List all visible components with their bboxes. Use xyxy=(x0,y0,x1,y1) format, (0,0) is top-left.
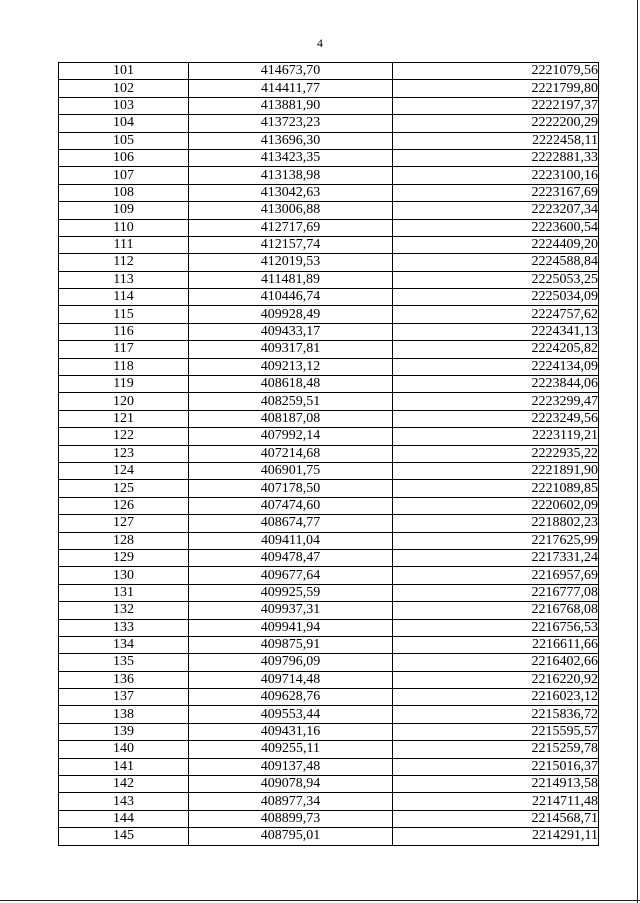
point-number-cell: 133 xyxy=(59,619,189,636)
y-coordinate-cell: 2223844,06 xyxy=(393,376,599,393)
x-coordinate-cell: 413138,98 xyxy=(189,167,393,184)
table-row xyxy=(59,532,599,549)
point-number-cell: 115 xyxy=(59,306,189,323)
y-coordinate-cell: 2223119,21 xyxy=(393,428,599,445)
y-coordinate-cell: 2214711,48 xyxy=(393,793,599,810)
coordinates-table xyxy=(58,62,599,846)
table-row xyxy=(59,689,599,706)
y-coordinate-cell: 2214291,11 xyxy=(393,828,599,845)
x-coordinate-cell: 407474,60 xyxy=(189,497,393,514)
table-row xyxy=(59,236,599,253)
y-coordinate-cell: 2222458,11 xyxy=(393,132,599,149)
y-coordinate-cell: 2223167,69 xyxy=(393,184,599,201)
table-row xyxy=(59,323,599,340)
table-row xyxy=(59,341,599,358)
point-number-cell: 107 xyxy=(59,167,189,184)
y-coordinate-cell: 2223299,47 xyxy=(393,393,599,410)
x-coordinate-cell: 414411,77 xyxy=(189,80,393,97)
x-coordinate-cell: 413042,63 xyxy=(189,184,393,201)
x-coordinate-cell: 410446,74 xyxy=(189,289,393,306)
x-coordinate-cell: 408795,01 xyxy=(189,828,393,845)
table-row xyxy=(59,115,599,132)
x-coordinate-cell: 406901,75 xyxy=(189,462,393,479)
point-number-cell: 118 xyxy=(59,358,189,375)
y-coordinate-cell: 2223100,16 xyxy=(393,167,599,184)
table-row xyxy=(59,723,599,740)
y-coordinate-cell: 2215259,78 xyxy=(393,741,599,758)
point-number-cell: 109 xyxy=(59,202,189,219)
point-number-cell: 143 xyxy=(59,793,189,810)
y-coordinate-cell: 2215595,57 xyxy=(393,723,599,740)
y-coordinate-cell: 2224409,20 xyxy=(393,236,599,253)
x-coordinate-cell: 408674,77 xyxy=(189,515,393,532)
y-coordinate-cell: 2214568,71 xyxy=(393,810,599,827)
table-row xyxy=(59,306,599,323)
point-number-cell: 112 xyxy=(59,254,189,271)
point-number-cell: 140 xyxy=(59,741,189,758)
table-row xyxy=(59,706,599,723)
table-row xyxy=(59,584,599,601)
table-row xyxy=(59,428,599,445)
table-row xyxy=(59,480,599,497)
x-coordinate-cell: 414673,70 xyxy=(189,63,393,80)
table-row xyxy=(59,549,599,566)
x-coordinate-cell: 409714,48 xyxy=(189,671,393,688)
x-coordinate-cell: 409317,81 xyxy=(189,341,393,358)
y-coordinate-cell: 2221079,56 xyxy=(393,63,599,80)
x-coordinate-cell: 408259,51 xyxy=(189,393,393,410)
y-coordinate-cell: 2222881,33 xyxy=(393,149,599,166)
y-coordinate-cell: 2220602,09 xyxy=(393,497,599,514)
table-row xyxy=(59,602,599,619)
x-coordinate-cell: 413006,88 xyxy=(189,202,393,219)
y-coordinate-cell: 2224341,13 xyxy=(393,323,599,340)
table-row xyxy=(59,271,599,288)
y-coordinate-cell: 2225053,25 xyxy=(393,271,599,288)
coordinates-table-body xyxy=(59,63,599,846)
y-coordinate-cell: 2216402,66 xyxy=(393,654,599,671)
y-coordinate-cell: 2224134,09 xyxy=(393,358,599,375)
y-coordinate-cell: 2222935,22 xyxy=(393,445,599,462)
table-row xyxy=(59,636,599,653)
y-coordinate-cell: 2216756,53 xyxy=(393,619,599,636)
point-number-cell: 101 xyxy=(59,63,189,80)
table-row xyxy=(59,741,599,758)
point-number-cell: 117 xyxy=(59,341,189,358)
table-row xyxy=(59,289,599,306)
y-coordinate-cell: 2221799,80 xyxy=(393,80,599,97)
x-coordinate-cell: 413423,35 xyxy=(189,149,393,166)
page-number: 4 xyxy=(317,36,323,50)
x-coordinate-cell: 409213,12 xyxy=(189,358,393,375)
y-coordinate-cell: 2222200,29 xyxy=(393,115,599,132)
point-number-cell: 127 xyxy=(59,515,189,532)
point-number-cell: 126 xyxy=(59,497,189,514)
point-number-cell: 132 xyxy=(59,602,189,619)
y-coordinate-cell: 2216777,08 xyxy=(393,584,599,601)
point-number-cell: 104 xyxy=(59,115,189,132)
y-coordinate-cell: 2214913,58 xyxy=(393,776,599,793)
point-number-cell: 129 xyxy=(59,549,189,566)
x-coordinate-cell: 408187,08 xyxy=(189,410,393,427)
x-coordinate-cell: 409431,16 xyxy=(189,723,393,740)
point-number-cell: 130 xyxy=(59,567,189,584)
x-coordinate-cell: 413881,90 xyxy=(189,97,393,114)
table-row xyxy=(59,254,599,271)
point-number-cell: 102 xyxy=(59,80,189,97)
y-coordinate-cell: 2224588,84 xyxy=(393,254,599,271)
x-coordinate-cell: 407214,68 xyxy=(189,445,393,462)
table-row xyxy=(59,619,599,636)
point-number-cell: 131 xyxy=(59,584,189,601)
y-coordinate-cell: 2217625,99 xyxy=(393,532,599,549)
y-coordinate-cell: 2223249,56 xyxy=(393,410,599,427)
table-row xyxy=(59,445,599,462)
x-coordinate-cell: 412717,69 xyxy=(189,219,393,236)
point-number-cell: 120 xyxy=(59,393,189,410)
point-number-cell: 106 xyxy=(59,149,189,166)
table-row xyxy=(59,515,599,532)
table-row xyxy=(59,184,599,201)
page-edge-bottom xyxy=(0,900,640,901)
y-coordinate-cell: 2216957,69 xyxy=(393,567,599,584)
table-row xyxy=(59,828,599,845)
y-coordinate-cell: 2224205,82 xyxy=(393,341,599,358)
table-row xyxy=(59,671,599,688)
y-coordinate-cell: 2221089,85 xyxy=(393,480,599,497)
point-number-cell: 144 xyxy=(59,810,189,827)
x-coordinate-cell: 409553,44 xyxy=(189,706,393,723)
x-coordinate-cell: 408977,34 xyxy=(189,793,393,810)
y-coordinate-cell: 2223600,54 xyxy=(393,219,599,236)
y-coordinate-cell: 2221891,90 xyxy=(393,462,599,479)
x-coordinate-cell: 408899,73 xyxy=(189,810,393,827)
point-number-cell: 123 xyxy=(59,445,189,462)
x-coordinate-cell: 407178,50 xyxy=(189,480,393,497)
x-coordinate-cell: 409677,64 xyxy=(189,567,393,584)
y-coordinate-cell: 2216611,66 xyxy=(393,636,599,653)
table-row xyxy=(59,63,599,80)
table-row xyxy=(59,497,599,514)
table-row xyxy=(59,654,599,671)
x-coordinate-cell: 409137,48 xyxy=(189,758,393,775)
y-coordinate-cell: 2225034,09 xyxy=(393,289,599,306)
point-number-cell: 142 xyxy=(59,776,189,793)
table-row xyxy=(59,567,599,584)
point-number-cell: 124 xyxy=(59,462,189,479)
point-number-cell: 136 xyxy=(59,671,189,688)
y-coordinate-cell: 2216768,08 xyxy=(393,602,599,619)
y-coordinate-cell: 2217331,24 xyxy=(393,549,599,566)
point-number-cell: 108 xyxy=(59,184,189,201)
point-number-cell: 141 xyxy=(59,758,189,775)
table-row xyxy=(59,167,599,184)
point-number-cell: 111 xyxy=(59,236,189,253)
x-coordinate-cell: 409255,11 xyxy=(189,741,393,758)
x-coordinate-cell: 409925,59 xyxy=(189,584,393,601)
table-row xyxy=(59,758,599,775)
point-number-cell: 135 xyxy=(59,654,189,671)
point-number-cell: 119 xyxy=(59,376,189,393)
point-number-cell: 125 xyxy=(59,480,189,497)
x-coordinate-cell: 409433,17 xyxy=(189,323,393,340)
table-row xyxy=(59,358,599,375)
x-coordinate-cell: 409478,47 xyxy=(189,549,393,566)
x-coordinate-cell: 413723,23 xyxy=(189,115,393,132)
y-coordinate-cell: 2223207,34 xyxy=(393,202,599,219)
y-coordinate-cell: 2216023,12 xyxy=(393,689,599,706)
x-coordinate-cell: 412157,74 xyxy=(189,236,393,253)
page-edge-right xyxy=(637,0,638,903)
x-coordinate-cell: 409875,91 xyxy=(189,636,393,653)
x-coordinate-cell: 409928,49 xyxy=(189,306,393,323)
table-row xyxy=(59,97,599,114)
point-number-cell: 128 xyxy=(59,532,189,549)
table-row xyxy=(59,410,599,427)
y-coordinate-cell: 2215016,37 xyxy=(393,758,599,775)
x-coordinate-cell: 409078,94 xyxy=(189,776,393,793)
point-number-cell: 105 xyxy=(59,132,189,149)
y-coordinate-cell: 2224757,62 xyxy=(393,306,599,323)
table-row xyxy=(59,219,599,236)
y-coordinate-cell: 2222197,37 xyxy=(393,97,599,114)
point-number-cell: 121 xyxy=(59,410,189,427)
x-coordinate-cell: 411481,89 xyxy=(189,271,393,288)
x-coordinate-cell: 408618,48 xyxy=(189,376,393,393)
x-coordinate-cell: 409796,09 xyxy=(189,654,393,671)
table-row xyxy=(59,462,599,479)
point-number-cell: 137 xyxy=(59,689,189,706)
point-number-cell: 113 xyxy=(59,271,189,288)
x-coordinate-cell: 412019,53 xyxy=(189,254,393,271)
point-number-cell: 145 xyxy=(59,828,189,845)
table-row xyxy=(59,393,599,410)
point-number-cell: 134 xyxy=(59,636,189,653)
y-coordinate-cell: 2215836,72 xyxy=(393,706,599,723)
table-row xyxy=(59,80,599,97)
table-row xyxy=(59,376,599,393)
table-row xyxy=(59,810,599,827)
x-coordinate-cell: 409941,94 xyxy=(189,619,393,636)
point-number-cell: 139 xyxy=(59,723,189,740)
table-row xyxy=(59,202,599,219)
x-coordinate-cell: 413696,30 xyxy=(189,132,393,149)
point-number-cell: 116 xyxy=(59,323,189,340)
point-number-cell: 110 xyxy=(59,219,189,236)
table-row xyxy=(59,776,599,793)
x-coordinate-cell: 409937,31 xyxy=(189,602,393,619)
table-row xyxy=(59,793,599,810)
x-coordinate-cell: 407992,14 xyxy=(189,428,393,445)
x-coordinate-cell: 409411,04 xyxy=(189,532,393,549)
point-number-cell: 103 xyxy=(59,97,189,114)
y-coordinate-cell: 2216220,92 xyxy=(393,671,599,688)
point-number-cell: 114 xyxy=(59,289,189,306)
point-number-cell: 122 xyxy=(59,428,189,445)
table-row xyxy=(59,149,599,166)
y-coordinate-cell: 2218802,23 xyxy=(393,515,599,532)
x-coordinate-cell: 409628,76 xyxy=(189,689,393,706)
point-number-cell: 138 xyxy=(59,706,189,723)
table-row xyxy=(59,132,599,149)
